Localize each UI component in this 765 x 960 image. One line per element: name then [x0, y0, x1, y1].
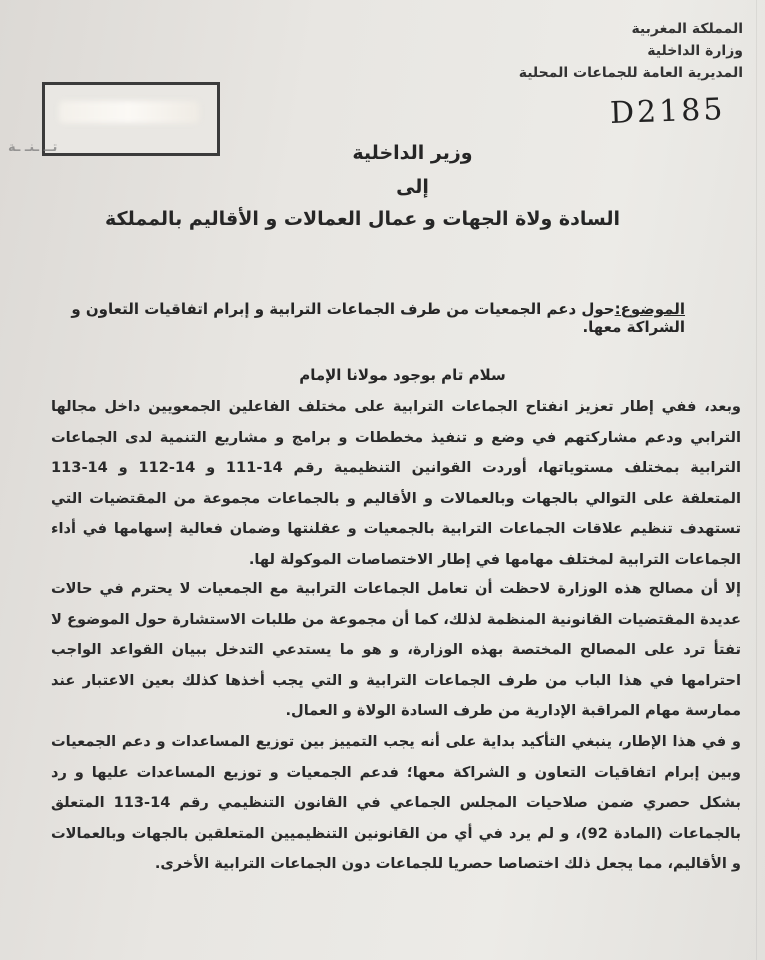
paragraph-2: إلا أن مصالح هذه الوزارة لاحظت أن تعامل الجماعات الترابية مع الجمعيات لا يحترم في حالات عديدة المقتضيات القانونية المنظمة لذلك، كما أن مجموعة من طلبات الاستشارة حول الموضوع لا تفتأ ترد على المصالح المختصة بهذه الوزارة، و هو ما يستدعي التدخل ببيان القواعد الواجب احترامها في هذا الباب من طرف الجماعات الترابية و التي يجب أخذها كذلك بعين الاعتبار عند ممارسة مهام المراقبة الإدارية من طرف السادة الولاة و العمال. [51, 580, 741, 719]
to-word: إلى [396, 176, 429, 198]
sender-title: وزير الداخلية [352, 142, 473, 164]
stamp-text: تــ ـنـ ـة [8, 140, 58, 155]
subject-text: حول دعم الجمعيات من طرف الجماعات الترابية و إبرام اتفاقيات التعاون و الشراكة معها. [71, 300, 685, 336]
letterhead-directorate: المديرية العامة للجماعات المحلية [518, 65, 743, 81]
subject-label: الموضوع: [614, 300, 685, 318]
letterhead [519, 18, 743, 84]
letterhead-ministry: وزارة الداخلية [647, 43, 743, 59]
greeting: سلام تام بوجود مولانا الإمام [299, 366, 506, 384]
paragraph-3: و في هذا الإطار، ينبغي التأكيد بداية على أنه يجب التمييز بين توزيع المساعدات و دعم الجمعيات وبين إبرام اتفاقيات التعاون و الشراكة معها؛ فدعم الجمعيات و توزيع المساعدات عليها و رد بشكل حصري ضمن صلاحيات المجلس الجماعي في القانون التنظيمي رقم 14-113 المتعلق بالجماعات (المادة 92)، و لم يرد في أي من القانونين التنظيميين المتعلقين بالجهات وبالعمالات و الأقاليم، مما يجعل ذلك اختصاصا حصريا للجماعات دون الجماعات الترابية الأخرى. [51, 733, 741, 872]
paragraph-1: وبعد، ففي إطار تعزيز انفتاح الجماعات الترابية على مختلف الفاعلين الجمعويين داخل مجالها الترابي ودعم مشاركتهم في وضع و تنفيذ مخططات و برامج و مشاريع التنمية لدى الجماعات الترابية بمختلف مستوياتها، أوردت القوانين التنظيمية رقم 14-111 و 14-112 و 14-113 المتعلقة على التوالي بالجهات وبالعمالات و الأقاليم و بالجماعات مجموعة من المقتضيات التي تستهدف تنظيم علاقات الجماعات الترابية بالجمعيات و عقلنتها وضمان فعالية إسهامها في أداء الجماعات الترابية لمختلف مهامها في إطار الاختصاصات الموكولة لها. [51, 398, 741, 568]
redaction-blur [59, 101, 199, 123]
recipients: السادة ولاة الجهات و عمال العمالات و الأقاليم بالمملكة [105, 208, 620, 230]
reference-number: D2185 [609, 91, 726, 132]
letterhead-kingdom: المملكة المغربية [631, 21, 743, 37]
subject-line [45, 300, 685, 336]
